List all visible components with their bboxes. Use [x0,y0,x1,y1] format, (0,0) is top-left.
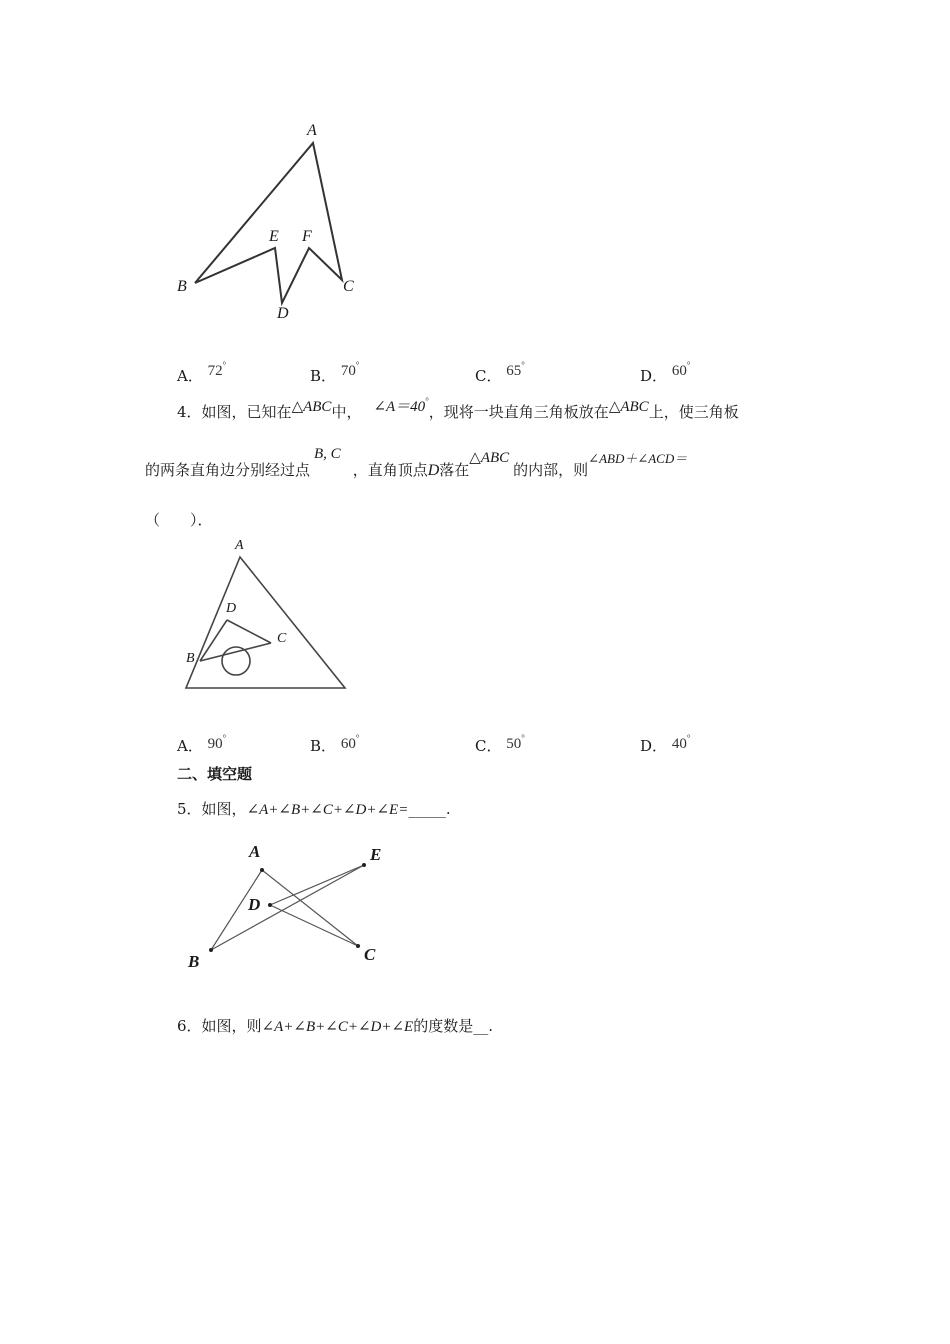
fig1-label-a: A [307,122,317,139]
section-2-heading: 二、填空题 [177,765,253,783]
figure-3-point-c [356,944,360,948]
figure-3-point-b [209,948,213,952]
q3-option-c[interactable]: C． 65° [475,360,525,385]
q4-option-d[interactable]: D． 40° [640,733,691,755]
fig2-label-a: A [235,538,244,553]
fig1-label-d: D [277,305,289,322]
q3-option-a[interactable]: A． 72° [177,360,227,385]
q4-line-1: 4．如图，已知在△ABC中， ∠A＝40°，现将一块直角三角板放在△ABC上，使三角板 [177,396,739,421]
fig2-label-d: D [226,601,237,616]
fig3-label-e: E [370,845,382,864]
q4-option-b[interactable]: B． 60° [310,733,360,755]
fig1-label-b: B [177,278,187,295]
q4-answer-paren: （ ）． [145,511,213,529]
fig3-label-d: D [248,895,261,914]
q4-option-c[interactable]: C． 50° [475,733,525,755]
fig1-label-f: F [302,228,312,245]
fig2-label-b: B [186,651,195,666]
fig3-label-a: A [249,842,261,861]
figure-3-point-e [362,863,366,867]
fig1-label-c: C [343,278,354,295]
q5-stem: 5．如图，∠A+∠B+∠C+∠D+∠E=_____. [177,800,451,818]
fig1-label-e: E [269,228,279,245]
figure-3-point-a [260,868,264,872]
q4-option-a[interactable]: A． 90° [177,733,227,755]
fig3-label-b: B [188,952,200,971]
q3-option-d[interactable]: D． 60° [640,360,691,385]
q6-stem: 6．如图，则∠A+∠B+∠C+∠D+∠E的度数是__. [177,1017,494,1035]
q4-line-2: 的两条直角边分别经过点B, C，直角顶点D落在△ABC的内部，则∠ABD＋∠ACD＝ [145,446,688,479]
fig2-label-c: C [277,631,287,646]
q6-blank[interactable]: __ [473,1017,489,1035]
fig3-label-c: C [364,945,376,964]
q3-option-b[interactable]: B． 70° [310,360,360,385]
figure-3-point-d [268,903,272,907]
figure-3-segment-be [211,865,364,950]
figure-3-segment-de [270,865,364,905]
q5-blank[interactable]: _____ [408,800,446,818]
